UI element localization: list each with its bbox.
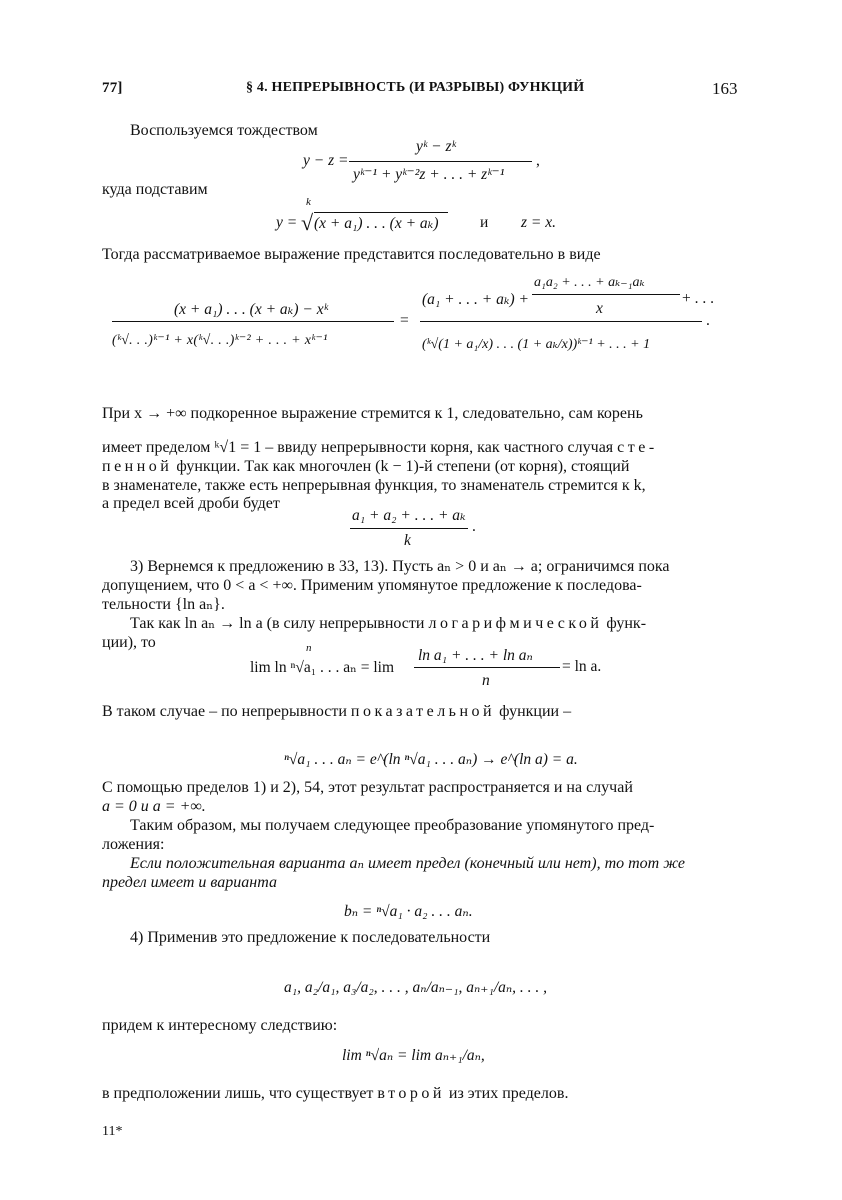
identity-denominator: yᵏ⁻¹ + yᵏ⁻²z + . . . + zᵏ⁻¹ [353, 166, 505, 183]
final-line-spaced: второй [377, 1085, 445, 1102]
signature-mark: 11* [102, 1124, 123, 1139]
limit-line-2-spaced: сте- [617, 439, 658, 456]
equation-sequence: a₁, a₂/a₁, a₃/a₂, . . . , aₙ/aₙ₋₁, aₙ₊₁/aₙ, . . . , [284, 979, 548, 996]
equation-ln-limit [250, 642, 602, 692]
paragraph-substitute: куда подставим [102, 181, 208, 198]
big-right-numerator-head: (a₁ + . . . + aₖ) + [422, 291, 529, 308]
ln-limit-fraction-line [414, 667, 560, 668]
equation-limit-fraction [348, 506, 488, 550]
final-line [102, 1084, 568, 1104]
limit-line-1: При x → +∞ подкоренное выражение стремится к 1, следовательно, сам корень [102, 405, 643, 422]
big-inner-numerator: a₁a₂ + . . . + aₖ₋₁aₖ [534, 275, 645, 290]
ln-limit-rhs: = ln a. [562, 658, 602, 675]
paragraph-identity-intro: Воспользуемся тождеством [130, 122, 318, 139]
identity-numerator: yᵏ − zᵏ [416, 138, 456, 155]
radical-bar [314, 212, 448, 213]
limit-line-5: а предел всей дроби будет [102, 495, 280, 512]
big-left-fraction-line [112, 321, 394, 322]
limit-fraction-line [350, 528, 468, 529]
equation-identity [303, 138, 543, 186]
exp-line-text: В таком случае – по непрерывности [102, 703, 347, 720]
big-equals: = [400, 312, 409, 329]
limit-line-3-spaced: пенной [102, 458, 173, 475]
extend-line-1: С помощью пределов 1) и 2), 54, этот результат распространяется и на случай [102, 779, 633, 796]
substitution-conj: и [480, 214, 489, 231]
equation-big [104, 270, 714, 390]
item3b-line-2: ции), то [102, 634, 156, 651]
limit-line-2-text: имеет пределом ᵏ√1 = 1 – ввиду непрерывности корня, как частного случая [102, 439, 614, 456]
ln-limit-denominator: n [482, 672, 490, 689]
big-right-denominator: (ᵏ√(1 + a₁/x) . . . (1 + aₖ/x))ᵏ⁻¹ + . . . + 1 [422, 337, 651, 352]
ln-limit-lhs: lim ln ⁿ√a₁ . . . aₙ = lim [250, 659, 395, 676]
item3b-line-1 [130, 614, 646, 634]
thus-line-2: ложения: [102, 836, 165, 853]
equation-bn: bₙ = ⁿ√a₁ · a₂ . . . aₙ. [344, 903, 473, 920]
limit-line-3 [102, 457, 629, 477]
paragraph-then: Тогда рассматриваемое выражение представится последовательно в виде [102, 246, 601, 263]
section-number: 77] [102, 80, 123, 96]
final-line-text: в предположении лишь, что существует [102, 1085, 374, 1102]
big-right-numerator-tail: + . . . [682, 290, 714, 307]
final-line-tail: из этих пределов. [448, 1085, 569, 1102]
ln-limit-numerator: ln a₁ + . . . + ln aₙ [418, 647, 533, 664]
big-inner-fraction-line [532, 294, 680, 295]
limit-fraction-tail: . [472, 518, 476, 535]
equation-substitution [276, 196, 576, 240]
identity-tail: , [536, 152, 540, 169]
running-title: § 4. НЕПРЕРЫВНОСТЬ (И РАЗРЫВЫ) ФУНКЦИЙ [246, 80, 585, 95]
ln-limit-root-index: n [306, 642, 312, 654]
limit-fraction-denominator: k [404, 532, 411, 549]
radical-sign: √ [301, 210, 314, 235]
exp-line [102, 702, 571, 722]
identity-lhs: y − z = [303, 152, 349, 169]
substitution-z: z = x. [521, 214, 556, 231]
exp-line-spaced: показательной [350, 703, 496, 720]
item3b-line-1-spaced: логарифмической [428, 615, 603, 632]
limit-fraction-numerator: a₁ + a₂ + . . . + aₖ [352, 507, 466, 524]
equation-corollary: lim ⁿ√aₙ = lim aₙ₊₁/aₙ, [342, 1047, 485, 1064]
substitution-y: y = [276, 214, 298, 231]
big-period: . [706, 312, 710, 329]
exp-line-tail: функции – [499, 703, 572, 720]
identity-fraction-line [349, 161, 532, 162]
limit-line-3-text: функции. Так как многочлен (k − 1)-й степени (от корня), стоящий [176, 458, 630, 475]
theorem-line-1: Если положительная варианта aₙ имеет предел (конечный или нет), то тот же [130, 855, 685, 872]
item3-line-2: допущением, что 0 < a < +∞. Применим упомянутое предложение к последова- [102, 577, 642, 594]
item3b-line-1-tail: функ- [606, 615, 647, 632]
limit-line-2 [102, 438, 658, 458]
page-number: 163 [712, 79, 738, 98]
substitution-root-index: k [306, 196, 311, 208]
big-left-numerator: (x + a₁) . . . (x + aₖ) − xᵏ [174, 301, 328, 318]
extend-line-2: a = 0 и a = +∞. [102, 798, 206, 815]
item3-line-3: тельности {ln aₙ}. [102, 596, 225, 613]
theorem-line-2: предел имеет и варианта [102, 874, 277, 891]
substitution-radicand: (x + a₁) . . . (x + aₖ) [314, 215, 439, 232]
thus-line-1: Таким образом, мы получаем следующее преобразование упомянутого пред- [130, 817, 655, 834]
item4-line-1: 4) Применив это предложение к последовательности [130, 929, 491, 946]
item3b-line-1-text: Так как ln aₙ → ln a (в силу непрерывности [130, 615, 425, 632]
big-right-fraction-line [420, 321, 702, 322]
big-inner-denominator: x [596, 300, 603, 317]
big-left-denominator: (ᵏ√. . .)ᵏ⁻¹ + x(ᵏ√. . .)ᵏ⁻² + . . . + xᵏ⁻¹ [112, 333, 328, 348]
corollary-intro: придем к интересному следствию: [102, 1017, 338, 1034]
limit-line-4: в знаменателе, также есть непрерывная функция, то знаменатель стремится к k, [102, 477, 646, 494]
item3-line-1: 3) Вернемся к предложению в 33, 13). Пусть aₙ > 0 и aₙ → a; ограничимся пока [130, 558, 670, 575]
equation-exp: ⁿ√a₁ . . . aₙ = e^(ln ⁿ√a₁ . . . aₙ) → e^(ln a) = a. [284, 751, 578, 768]
